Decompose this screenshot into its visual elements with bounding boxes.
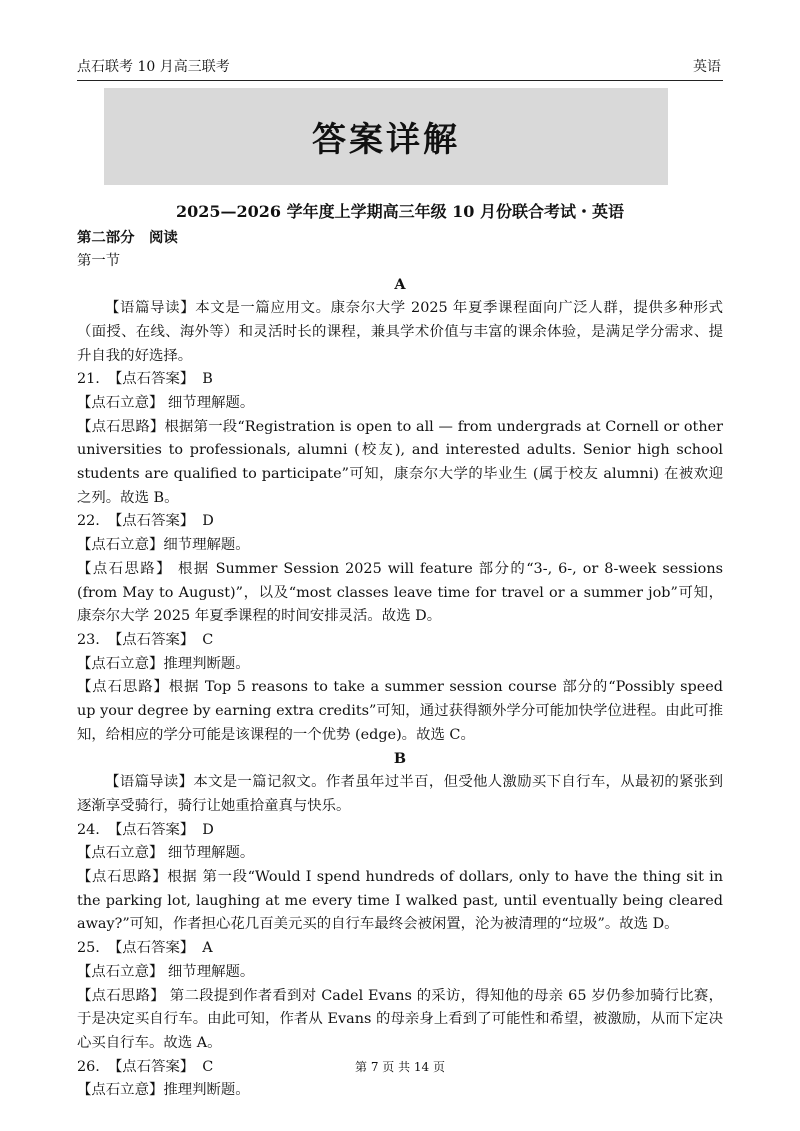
q24-answer: D	[202, 821, 214, 838]
banner-title: 答案详解	[312, 120, 460, 160]
header-subject: 英语	[693, 59, 721, 75]
q21-intent: 【点石立意】 细节理解题。	[77, 394, 255, 411]
passage-b-intro: 【语篇导读】本文是一篇记叙文。作者虽年过半百，但受他人激励买下自行车，从最初的紧张到逐渐享受骑行，骑行让她重拾童真与快乐。	[77, 774, 723, 814]
q26-number: 26.	[77, 1058, 100, 1075]
q21-answer: B	[202, 371, 213, 388]
q26-answer-tag: 【点石答案】	[107, 1058, 195, 1075]
q25-number: 25.	[77, 940, 100, 957]
q26-intent: 【点石立意】推理判断题。	[77, 1082, 250, 1099]
q24-number: 24.	[77, 821, 100, 838]
q25-answer-line	[77, 937, 723, 961]
q23-answer-line	[77, 629, 723, 653]
q23-answer-tag: 【点石答案】	[107, 631, 195, 648]
page-header	[77, 56, 723, 81]
q25-reasoning: 【点石思路】 第二段提到作者看到对 Cadel Evans 的采访，得知他的母亲 65 岁仍参加骑行比赛，于是决定买自行车。由此可知，作者从 Evans 的母亲身上看到了可能性和希望，被激励，从而下定决心买自行车。故选 A。	[77, 987, 723, 1051]
q24-answer-line	[77, 819, 723, 843]
q24-intent: 【点石立意】 细节理解题。	[77, 845, 255, 862]
section-heading: 第一节	[77, 252, 121, 269]
q22-answer-tag: 【点石答案】	[107, 513, 195, 530]
q21-reasoning: 【点石思路】根据第一段“Registration is open to all — from undergrads at Cornell or other universities to professionals, alumni (校友), and interested adults. Senior high school students are qualified to participate”可知，康奈尔大学的毕业生 (属于校友 alumni) 在被欢迎之列。故选 B。	[77, 418, 723, 506]
q23-intent: 【点石立意】推理判断题。	[77, 655, 250, 672]
q23-answer: C	[202, 631, 214, 648]
q26-answer: C	[202, 1058, 214, 1075]
part-heading: 第二部分 阅读	[77, 229, 178, 246]
q25-intent: 【点石立意】 细节理解题。	[77, 963, 255, 980]
page-footer: 第 7 页 共 14 页	[355, 1060, 445, 1074]
passage-a-intro: 【语篇导读】本文是一篇应用文。康奈尔大学 2025 年夏季课程面向广泛人群，提供多种形式（面授、在线、海外等）和灵活时长的课程，兼具学术价值与丰富的课余体验，是满足学分需求、提升自我的好选择。	[77, 300, 723, 364]
exam-title: 2025—2026 学年度上学期高三年级 10 月份联合考试・英语	[175, 202, 625, 221]
q24-answer-tag: 【点石答案】	[107, 821, 195, 838]
answer-banner	[104, 88, 668, 185]
q22-answer-line	[77, 510, 723, 534]
q21-answer-line	[77, 368, 723, 392]
q25-answer: A	[202, 940, 213, 957]
passage-b-label: B	[393, 750, 407, 768]
q23-number: 23.	[77, 631, 100, 648]
q21-number: 21.	[77, 371, 100, 388]
q22-reasoning: 【点石思路】 根据 Summer Session 2025 will feature 部分的“3-, 6-, or 8-week sessions (from May to August)”，以及“most classes leave time for travel or a summer job”可知，康奈尔大学 2025 年夏季课程的时间安排灵活。故选 D。	[77, 560, 723, 625]
passage-a-label: A	[394, 276, 406, 294]
q22-answer: D	[202, 513, 214, 530]
q24-reasoning: 【点石思路】根据 第一段“Would I spend hundreds of dollars, only to have the thing sit in the parking lot, laughing at me every time I walked past, until eventually being cleared away?”可知，作者担心花几百美元买的自行车最终会被闲置，沦为被清理的“垃圾”。故选 D。	[77, 868, 723, 933]
document-body	[77, 198, 723, 1103]
q22-number: 22.	[77, 513, 100, 530]
q23-reasoning: 【点石思路】根据 Top 5 reasons to take a summer session course 部分的“Possibly speed up your degree by earning extra credits”可知，通过获得额外学分可能加快学位进程。由此可推知，给相应的学分可能是该课程的一个优势 (edge)。故选 C。	[77, 679, 723, 743]
q25-answer-tag: 【点石答案】	[107, 940, 195, 957]
header-exam-name: 点石联考 10 月高三联考	[77, 59, 230, 75]
q22-intent: 【点石立意】细节理解题。	[77, 537, 250, 554]
q21-answer-tag: 【点石答案】	[107, 371, 195, 388]
